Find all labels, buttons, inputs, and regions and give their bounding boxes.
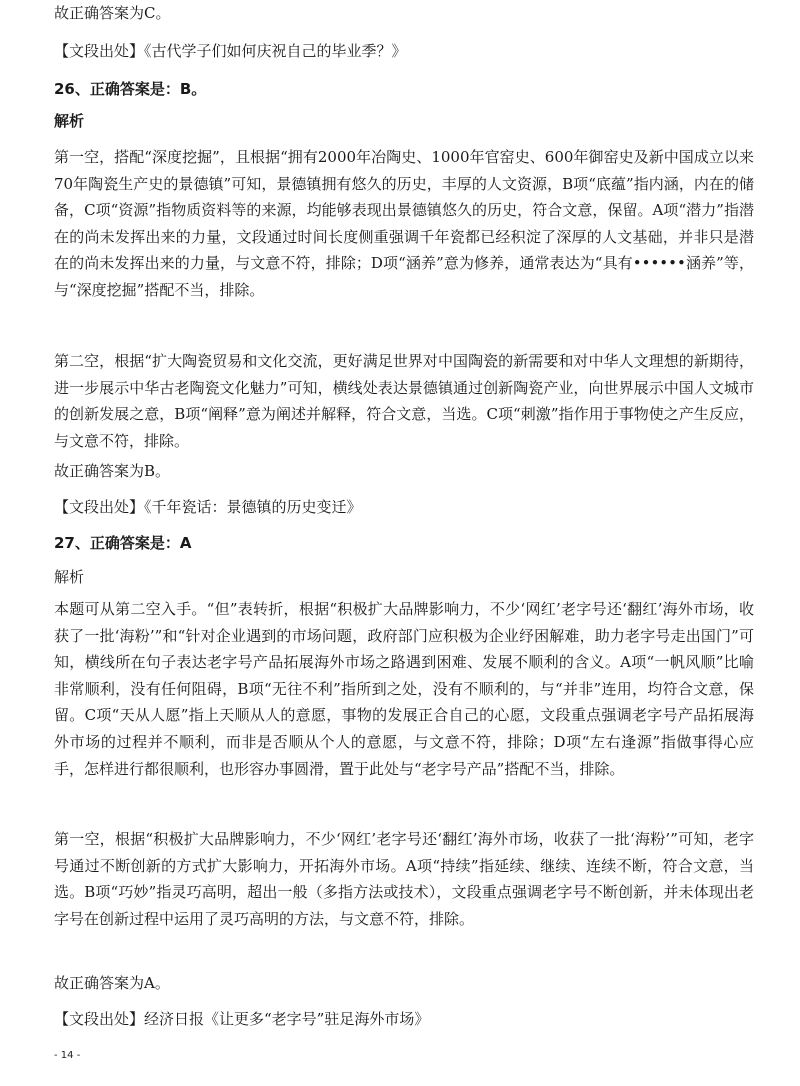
source-line: 【文段出处】《千年瓷话：景德镇的历史变迁》 bbox=[54, 498, 362, 516]
analysis-paragraph: 第一空，搭配“深度挖掘”，且根据“拥有2000年冶陶史、1000年官窑史、600年御窑史及新中国成立以来70年陶瓷生产史的景德镇”可知，景德镇拥有悠久的历史，丰厚的人文资源，B项“底蕴”指内涵，内在的储备，C项“资源”指物质资料等的来源，均能够表现出景德镇悠久的历史，符合文意，保留。A项“潜力”指潜在的尚未发挥出来的力量，文段通过时间长度侧重强调千年瓷都已经积淀了深厚的人文基础，并非只是潜在的尚未发挥出来的力量，与文意不符，排除；D项“涵养”意为修养，通常表达为“具有••••••涵养”等，与“深度挖掘”搭配不当，排除。 bbox=[54, 148, 754, 299]
question-heading: 27、正确答案是：A bbox=[54, 534, 192, 552]
answer-line: 故正确答案为A。 bbox=[54, 974, 170, 992]
source-line: 【文段出处】《古代学子们如何庆祝自己的毕业季？》 bbox=[54, 42, 407, 60]
question-heading: 26、正确答案是：B。 bbox=[54, 80, 207, 98]
page-number: - 14 - bbox=[54, 1050, 81, 1061]
analysis-paragraph: 第一空，根据“积极扩大品牌影响力，不少‘网红’老字号还‘翻红’海外市场，收获了一批‘海粉’”可知，老字号通过不断创新的方式扩大影响力，开拓海外市场。A项“持续”指延续、继续、连续不断，符合文意，当选。B项“巧妙”指灵巧高明，超出一般（多指方法或技术），文段重点强调老字号不断创新，并未体现出老字号在创新过程中运用了灵巧高明的方法，与文意不符，排除。 bbox=[54, 830, 754, 928]
source-line: 【文段出处】经济日报《让更多“老字号”驻足海外市场》 bbox=[54, 1010, 430, 1028]
analysis-paragraph: 第二空，根据“扩大陶瓷贸易和文化交流，更好满足世界对中国陶瓷的新需要和对中华人文理想的新期待，进一步展示中华古老陶瓷文化魅力”可知，横线处表达景德镇通过创新陶瓷产业，向世界展示中国人文城市的创新发展之意，B项“阐释”意为阐述并解释，符合文意，当选。C项“刺激”指作用于事物使之产生反应，与文意不符，排除。 bbox=[54, 352, 754, 450]
analysis-paragraph: 本题可从第二空入手。“但”表转折，根据“积极扩大品牌影响力，不少‘网红’老字号还‘翻红’海外市场，收获了一批‘海粉’”和“针对企业遇到的市场问题，政府部门应积极为企业纾困解难，助力老字号走出国门”可知，横线所在句子表达老字号产品拓展海外市场之路遇到困难、发展不顺利的含义。A项“一帆风顺”比喻非常顺利，没有任何阻碍，B项“无往不利”指所到之处，没有不顺利的，与“并非”连用，均符合文意，保留。C项“天从人愿”指上天顺从人的意愿，事物的发展正合自己的心愿，文段重点强调老字号产品拓展海外市场的过程并不顺利，而非是否顺从个人的意愿，与文意不符，排除；D项“左右逢源”指做事得心应手，怎样进行都很顺利，也形容办事圆滑，置于此处与“老字号产品”搭配不当，排除。 bbox=[54, 600, 754, 778]
analysis-heading: 解析 bbox=[54, 568, 85, 586]
analysis-heading: 解析 bbox=[54, 112, 85, 130]
answer-line: 故正确答案为B。 bbox=[54, 462, 171, 480]
answer-line: 故正确答案为C。 bbox=[54, 4, 171, 22]
